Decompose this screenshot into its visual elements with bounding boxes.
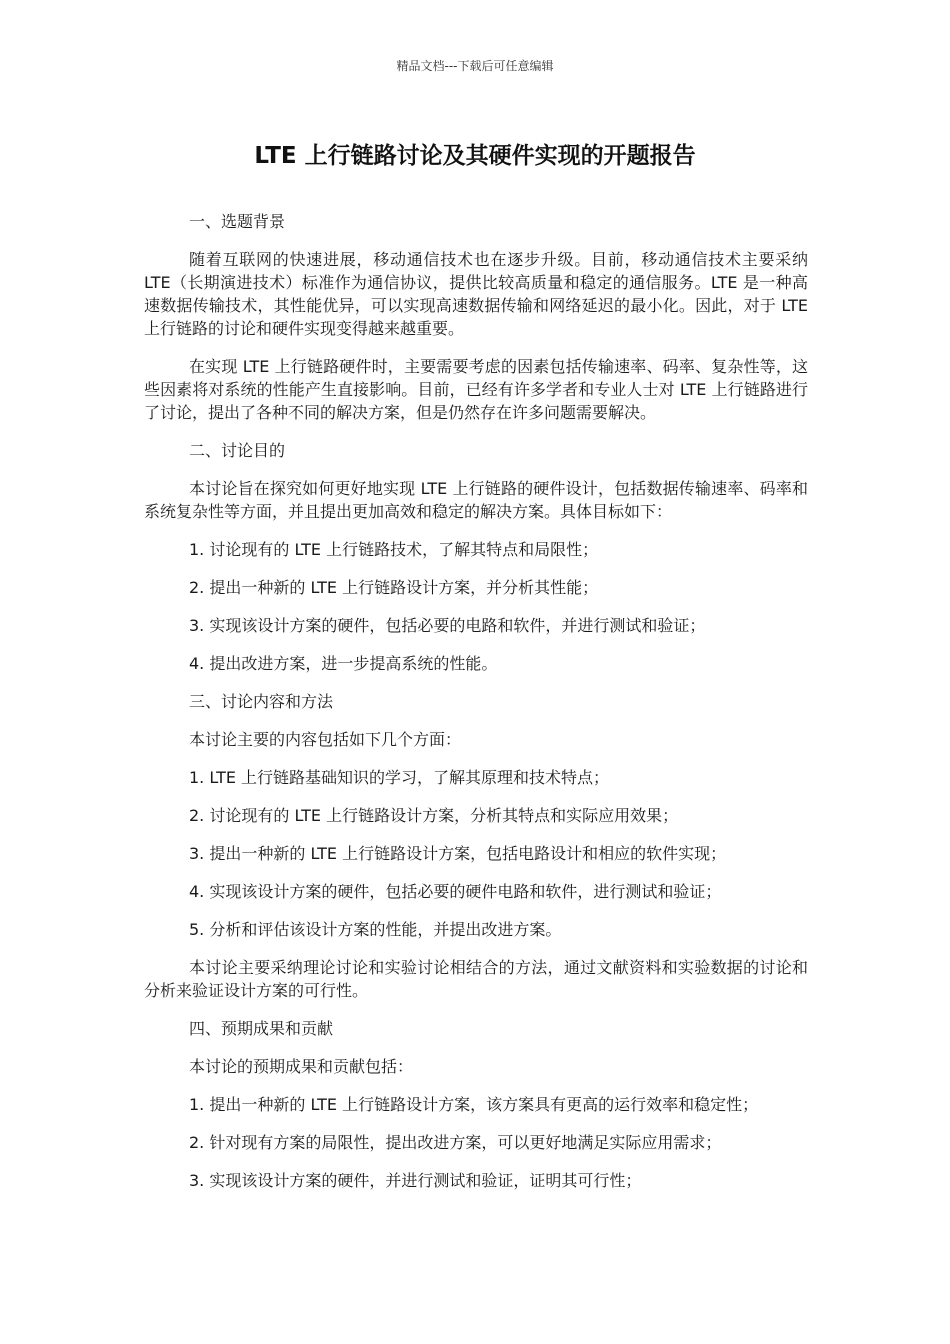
section-outcomes [144,1017,808,1192]
paragraph: 随着互联网的快速进展，移动通信技术也在逐步升级。目前，移动通信技术主要采纳 LTE（长期演进技术）标准作为通信协议，提供比较高质量和稳定的通信服务。LTE 是一种高速数据传输技术，其性能优异，可以实现高速数据传输和网络延迟的最小化。因此，对于 LTE 上行链路的讨论和硬件实现变得越来越重要。 [144,250,808,338]
section-heading: 一、选题背景 [189,212,286,231]
list-item: 2. 提出一种新的 LTE 上行链路设计方案，并分析其性能； [189,578,599,597]
list-item: 1. LTE 上行链路基础知识的学习，了解其原理和技术特点； [189,768,610,787]
list-item: 3. 实现该设计方案的硬件，并进行测试和验证，证明其可行性； [189,1171,642,1190]
section-heading: 四、预期成果和贡献 [189,1019,334,1038]
list-intro: 本讨论主要的内容包括如下几个方面： [189,730,462,749]
list-intro: 本讨论的预期成果和贡献包括： [189,1057,414,1076]
document-title: LTE 上行链路讨论及其硬件实现的开题报告 [254,143,696,169]
paragraph: 本讨论主要采纳理论讨论和实验讨论相结合的方法，通过文献资料和实验数据的讨论和分析来验证设计方案的可行性。 [144,958,808,1000]
list-item: 2. 讨论现有的 LTE 上行链路设计方案，分析其特点和实际应用效果； [189,806,679,825]
page-header: 精品文档---下载后可任意编辑 [396,59,554,73]
section-heading: 二、讨论目的 [189,441,286,460]
list-item: 3. 提出一种新的 LTE 上行链路设计方案，包括电路设计和相应的软件实现； [189,844,727,863]
paragraph: 在实现 LTE 上行链路硬件时，主要需要考虑的因素包括传输速率、码率、复杂性等，这些因素将对系统的性能产生直接影响。目前，已经有许多学者和专业人士对 LTE 上行链路进行了讨论，提出了各种不同的解决方案，但是仍然存在许多问题需要解决。 [144,357,808,422]
list-item: 4. 实现该设计方案的硬件，包括必要的硬件电路和软件，进行测试和验证； [189,882,722,901]
list-item: 1. 提出一种新的 LTE 上行链路设计方案，该方案具有更高的运行效率和稳定性； [189,1095,759,1114]
list-item: 4. 提出改进方案，进一步提高系统的性能。 [189,654,498,673]
list-item: 1. 讨论现有的 LTE 上行链路技术，了解其特点和局限性； [189,540,599,559]
list-item: 3. 实现该设计方案的硬件，包括必要的电路和软件，并进行测试和验证； [189,616,706,635]
section-purpose [144,439,808,675]
paragraph: 本讨论旨在探究如何更好地实现 LTE 上行链路的硬件设计，包括数据传输速率、码率和系统复杂性等方面，并且提出更加高效和稳定的解决方案。具体目标如下： [144,479,808,521]
document-body [144,210,808,1207]
section-heading: 三、讨论内容和方法 [189,692,334,711]
section-content-methods [144,690,808,1002]
section-background [144,210,808,424]
list-item: 5. 分析和评估该设计方案的性能，并提出改进方案。 [189,920,562,939]
list-item: 2. 针对现有方案的局限性，提出改进方案，可以更好地满足实际应用需求； [189,1133,722,1152]
